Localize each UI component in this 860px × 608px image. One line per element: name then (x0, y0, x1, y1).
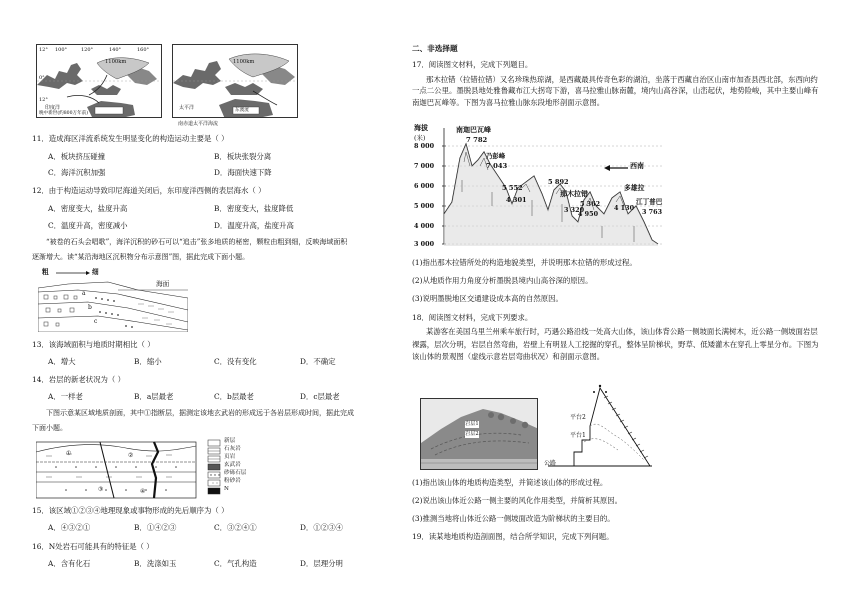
map-caption-right: 南赤道太平洋海流 (178, 121, 219, 127)
map-legend-right: 东澳流 (235, 108, 249, 113)
q13-option-b[interactable]: B．缩小 (134, 357, 162, 366)
q16-option-c[interactable]: C．气孔构造 (214, 559, 257, 568)
map-lon-1: 100° (55, 47, 68, 53)
label-platform-2: 平台2 (570, 414, 586, 421)
map-late-miocene (36, 44, 162, 118)
map-lon-4: 160° (137, 47, 150, 53)
legend-n: N (224, 486, 229, 492)
q15-option-c[interactable]: C．③②④① (214, 523, 257, 532)
q14-option-a[interactable]: A．一样老 (48, 392, 83, 401)
q16-option-b[interactable]: B．洗涤如玉 (134, 559, 177, 568)
mountain-photo-svg (421, 399, 538, 470)
q13-stem: 13．该海域面积与地质时期相比（ ） (32, 340, 155, 349)
map-lat-top: 12° (39, 47, 48, 53)
legend-siltstone: 粉砂岩 (224, 478, 241, 484)
intro3-line2: 下面小题。 (32, 424, 67, 432)
legend-basalt: 玄武岩 (224, 462, 241, 468)
section-label-3: ③ (98, 486, 104, 493)
section-label-2: ② (128, 452, 134, 459)
map-ocean-left: 印度洋 (45, 105, 61, 111)
peak-naipeng-name: 乃彭峰 (486, 152, 506, 160)
q11-option-d[interactable]: D．海面快速下降 (214, 168, 272, 177)
coarse-label: 粗 (42, 268, 49, 276)
y-tick-3000: 3 000 (414, 240, 435, 248)
map-lon-3: 140° (109, 47, 122, 53)
q15-stem: 15．该区域①②③④地理现象或事物形成的先后顺序为（ ） (32, 506, 229, 515)
q16-stem: 16．N处岩石可能具有的特征是（ ） (32, 542, 154, 551)
q18-part1: (1)指出该山体的地质构造类型，并简述该山体的形成过程。 (412, 478, 608, 487)
q11-option-b[interactable]: B．板块张裂分离 (214, 152, 272, 161)
q17-part3: (3)说明墨脱地区交通建设成本高的自然原因。 (412, 294, 563, 303)
q15-option-d[interactable]: D．①②③④ (300, 523, 343, 532)
intro3-line1: 下图示意某区域地质剖面，其中①指断层，据测定该地玄武岩的形成远于各岩层形成时间，据此完成 (46, 409, 354, 417)
intro2-line1: “被卷的石头会唱歌”，海洋沉积的砂石可以“追击”张多地质的秘密，颗粒由粗到细，反映海域面积 (46, 238, 348, 246)
q14-option-c[interactable]: C．b层最老 (214, 392, 254, 401)
q17-heading: 17．阅读图文材料，完成下列题目。 (412, 60, 533, 69)
sediment-svg (38, 268, 188, 332)
map-present (172, 44, 298, 118)
peak-namcha-barwa-elev: 7 782 (466, 136, 488, 144)
q19-heading: 19．读某地地质构造剖面图，结合所学知识，完成下列问题。 (412, 532, 614, 541)
elev-3763: 3 763 (642, 208, 663, 216)
elev-4301: 4 301 (506, 196, 527, 204)
layer-c-label: c (94, 318, 98, 325)
y-axis-title: 海拔 (414, 124, 428, 132)
map-legend-left: 晚中新世(约800万年前) (39, 111, 89, 116)
y-tick-4000: 4 000 (414, 222, 435, 230)
y-axis-unit: (米) (414, 134, 426, 142)
legend-gravel: 砂砾石层 (224, 470, 247, 476)
q11-stem: 11．造成海区洋流系统发生明显变化的构造运动主要是（ ） (32, 134, 229, 143)
jiangding-puba-name: 江丁普巴 (636, 198, 663, 206)
section-label-4: ④ (140, 488, 146, 495)
mountain-photo (420, 398, 538, 470)
q12-option-a[interactable]: A．密度变大，盐度升高 (48, 204, 128, 213)
q15-option-a[interactable]: A．④③②① (48, 523, 91, 532)
q12-option-d[interactable]: D．温度升高，盐度升高 (214, 221, 294, 230)
intro2-line2: 逐渐增大。读“某沿海地区沉积物分布示意图”图，据此完成下面小题。 (32, 253, 250, 261)
duoxiong-la-name: 多雄拉 (624, 184, 645, 192)
fine-label: 细 (92, 268, 99, 276)
geologic-section-figure (36, 438, 254, 500)
q12-option-b[interactable]: B．密度变大，盐度降低 (214, 204, 294, 213)
q16-option-d[interactable]: D．层理分明 (300, 559, 343, 568)
legend-limestone: 石灰岩 (224, 446, 241, 452)
y-tick-6000: 6 000 (414, 182, 435, 190)
layer-a-label: a (82, 290, 86, 297)
q14-option-d[interactable]: D．c层最老 (300, 392, 340, 401)
label-platform-1: 平台1 (570, 432, 586, 439)
map-lon-2: 120° (81, 47, 94, 53)
elevation-profile-chart (414, 122, 670, 254)
photo-layer-2: 岩层2 (465, 431, 479, 437)
y-tick-7000: 7 000 (414, 162, 435, 170)
q13-option-a[interactable]: A．增大 (48, 357, 76, 366)
elev-4950: 4 950 (578, 210, 599, 218)
layer-b-label: b (88, 304, 92, 311)
q15-option-b[interactable]: B．①④②③ (134, 523, 177, 532)
q18-part3: (3)推测当地将山体近公路一侧坡面改造为阶梯状的主要目的。 (412, 514, 615, 523)
q11-option-c[interactable]: C．海洋沉积加强 (48, 168, 106, 177)
map-lat-zero: 0° (39, 75, 45, 81)
legend-shale: 页岩 (224, 454, 236, 460)
section-label-1: ① (66, 450, 72, 457)
cross-section-svg (544, 380, 656, 474)
q17-part2: (2)从地质作用力角度分析墨脱县境内山高谷深的原因。 (412, 276, 593, 285)
q14-option-b[interactable]: B．a层最老 (134, 392, 174, 401)
elev-4130: 4 130 (614, 204, 635, 212)
q13-option-c[interactable]: C．没有变化 (214, 357, 257, 366)
map-depth-right: 1100km (233, 59, 255, 65)
elev-5362: 5 362 (580, 200, 601, 208)
lake-namu-la-name: 那木拉错 (560, 190, 588, 198)
map-ocean-right: 太平洋 (179, 105, 195, 111)
label-road: 公路 (544, 460, 557, 467)
q18-paragraph: 某游客在美国乌里兰州乘车旅行时，巧遇公路沿线一处高大山体，该山体背公路一侧坡面长满树木，近公路一侧坡面岩层裸露，层次分明，岩层自然弯曲，岩壁上有明显人工挖掘的穿孔，整体呈阶梯状，野草、低矮灌木在穿孔上零星分布。下图为该山体的景观图（虚线示意岩层弯曲状况）和剖面示意图。 (412, 327, 819, 362)
sea-surface-label: 海面 (156, 280, 170, 288)
q13-option-d[interactable]: D．不确定 (300, 357, 336, 366)
map-depth-left: 1100km (105, 59, 127, 65)
elev-3320: 3 320 (564, 206, 585, 214)
q14-stem: 14．岩层的新老状况为（ ） (32, 375, 126, 384)
q18-heading: 18．阅读图文材料，完成下列要求。 (412, 313, 533, 322)
section-heading: 二、非选择题 (412, 44, 458, 53)
y-tick-5000: 5 000 (414, 202, 435, 210)
q17-paragraph: 那木拉错（拉错拉错）又名珍珠热琼湖，是西藏最具传奇色彩的湖泊，坐落于西藏自治区山南市加查县西北部，东西向约一点二公里。墨脱县地处雅鲁藏布江大拐弯下游，喜马拉雅山脉南麓，境内山高谷深，山峦起伏，地势险峻，其中主要山峰有南迦巴瓦峰等。下图为喜马拉雅山脉东段地形剖面示意图。 (412, 75, 819, 107)
q16-option-a[interactable]: A．含有化石 (48, 559, 91, 568)
elev-5892: 5 892 (548, 178, 569, 186)
y-tick-8000: 8 000 (414, 142, 435, 150)
q11-option-a[interactable]: A．板块挤压碰撞 (48, 152, 106, 161)
q17-part1: (1)指出那木拉错所处的构造地貌类型，并说明那木拉错的形成过程。 (412, 258, 637, 267)
peak-naipeng-elev: 7 043 (486, 162, 508, 170)
map-lat-bottom: 12° (39, 97, 48, 103)
q12-option-c[interactable]: C．温度升高，密度减小 (48, 221, 128, 230)
mountain-cross-section (544, 380, 656, 474)
elev-5552: 5 552 (502, 184, 523, 192)
peak-namcha-barwa-name: 南迦巴瓦峰 (456, 126, 491, 134)
photo-layer-1: 岩层1 (465, 421, 479, 427)
legend-new-layer: 新层 (224, 438, 236, 444)
sediment-figure (38, 268, 188, 332)
q12-stem: 12．由于构造运动导致印尼海道关闭后，东印度洋西侧的表层海水（ ） (32, 186, 266, 195)
q18-part2: (2)说出该山体近公路一侧主要的风化作用类型，并简析其原因。 (412, 496, 623, 505)
direction-southwest: 西南 (630, 162, 644, 170)
